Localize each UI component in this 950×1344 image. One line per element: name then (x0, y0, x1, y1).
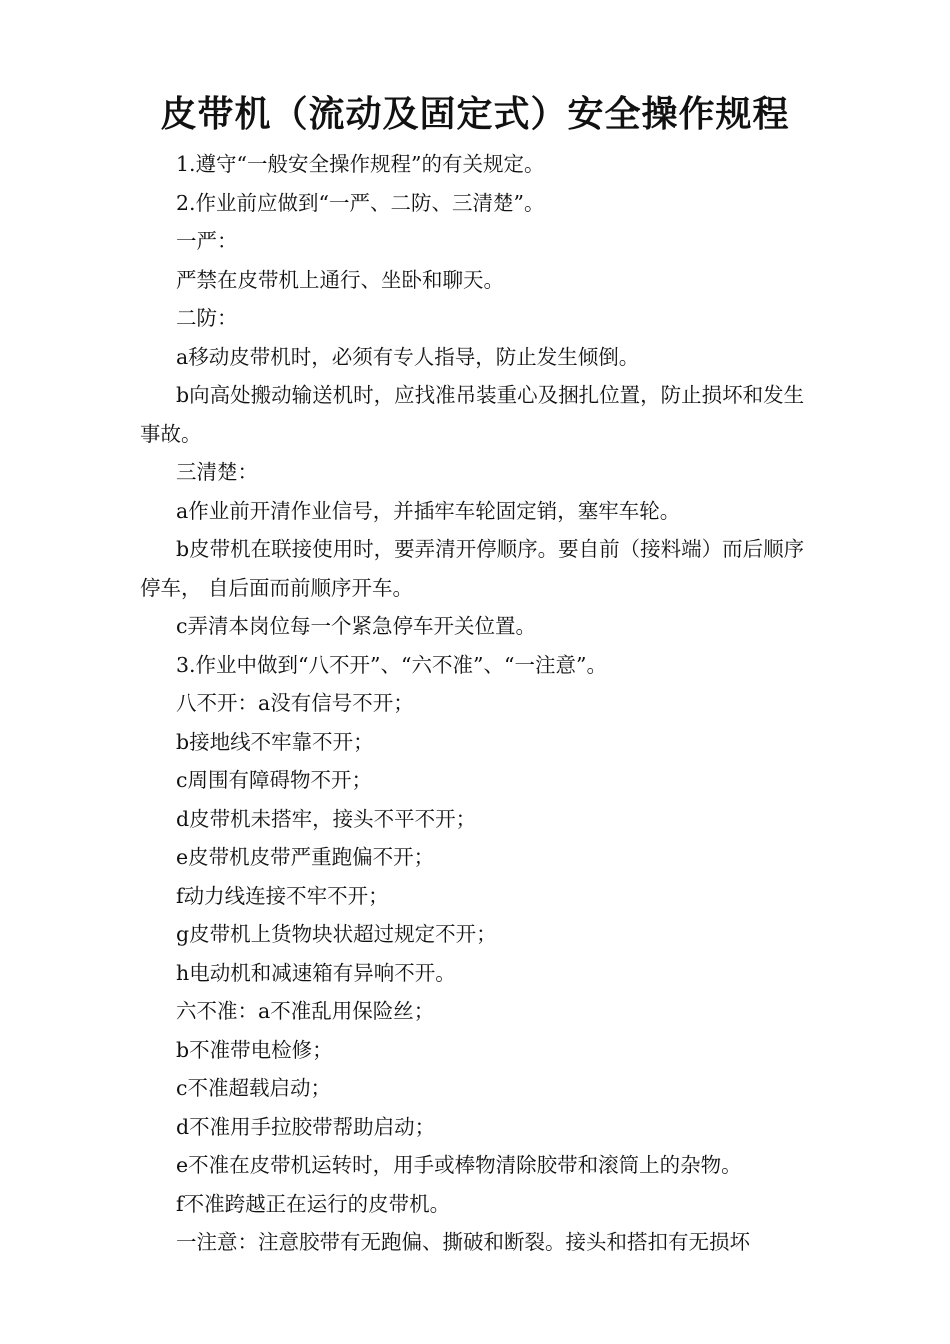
paragraph: c不准超载启动； (176, 1076, 331, 1100)
paragraph: 三清楚： (176, 460, 258, 484)
paragraph: b皮带机在联接使用时，要弄清开停顺序。要自前（接料端）而后顺序停车， 自后面而前顺序开车。 (140, 537, 805, 600)
paragraph: d皮带机未搭牢，接头不平不开； (176, 806, 477, 831)
paragraph: a移动皮带机时，必须有专人指导，防止发生倾倒。 (176, 344, 640, 369)
paragraph: c弄清本岗位每一个紧急停车开关位置。 (176, 614, 536, 638)
paragraph: 一严： (176, 229, 238, 253)
paragraph: 1.遵守“一般安全操作规程”的有关规定。 (176, 152, 545, 176)
document-body (140, 145, 820, 1262)
paragraph: 2.作业前应做到“一严、二防、三清楚”。 (176, 190, 545, 215)
paragraph: h电动机和减速箱有异响不开。 (176, 960, 456, 985)
paragraph: a作业前开清作业信号，并插牢车轮固定销，塞牢车轮。 (176, 498, 681, 523)
paragraph: e不准在皮带机运转时，用手或棒物清除胶带和滚筒上的杂物。 (176, 1153, 742, 1177)
document-title: 皮带机（流动及固定式）安全操作规程 (160, 93, 790, 135)
paragraph: e皮带机皮带严重跑偏不开； (176, 845, 435, 869)
paragraph: f动力线连接不牢不开； (176, 883, 389, 908)
paragraph: b不准带电检修； (176, 1037, 333, 1062)
paragraph: 一注意：注意胶带有无跑偏、撕破和断裂。接头和搭扣有无损坏 (176, 1230, 750, 1254)
paragraph: 六不准：a不准乱用保险丝； (176, 999, 435, 1023)
paragraph: 严禁在皮带机上通行、坐卧和聊天。 (176, 267, 504, 292)
paragraph: b接地线不牢靠不开； (176, 729, 374, 754)
paragraph: 3.作业中做到“八不开”、“六不准”、“一注意”。 (176, 652, 607, 677)
paragraph: b向高处搬动输送机时，应找准吊装重心及捆扎位置，防止损坏和发生事故。 (140, 383, 805, 446)
paragraph: d不准用手拉胶带帮助启动； (176, 1114, 436, 1139)
paragraph: g皮带机上货物块状超过规定不开； (176, 922, 497, 946)
paragraph: 二防： (176, 306, 238, 330)
paragraph: 八不开：a没有信号不开； (176, 691, 414, 715)
paragraph: c周围有障碍物不开； (176, 768, 372, 792)
paragraph: f不准跨越正在运行的皮带机。 (176, 1191, 451, 1216)
